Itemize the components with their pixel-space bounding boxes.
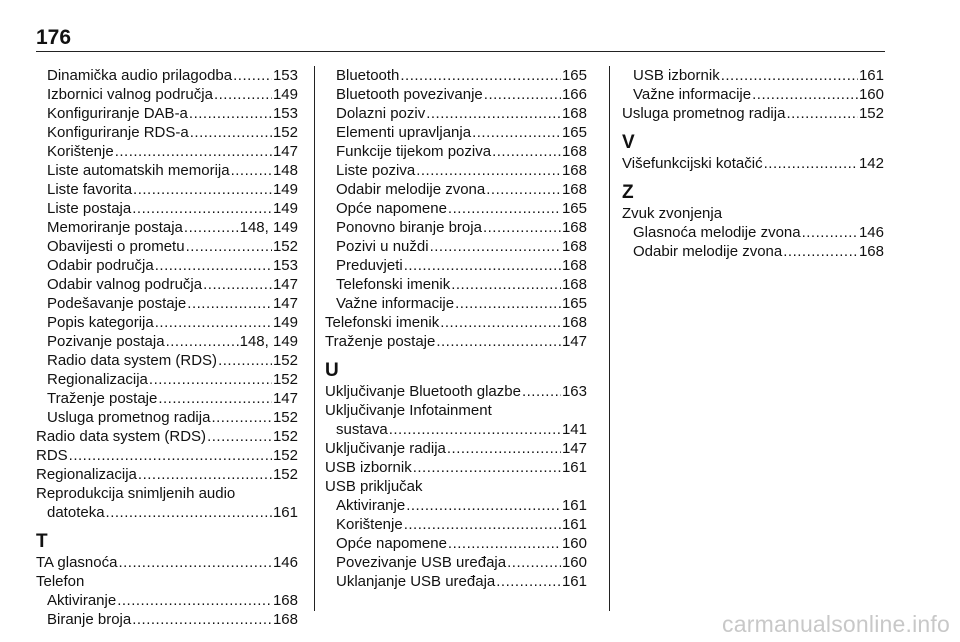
index-subentry (36, 332, 298, 351)
entry-page-ref: 161 (272, 504, 298, 521)
entry-term: Preduvjeti (336, 257, 403, 274)
dot-leader (721, 66, 858, 85)
dot-leader (203, 275, 272, 294)
index-entry (36, 427, 298, 446)
dot-leader (106, 503, 272, 522)
dot-leader (233, 66, 272, 85)
index-subentry (325, 496, 587, 515)
dot-leader (389, 420, 561, 439)
index-subentry (325, 534, 587, 553)
dot-leader (132, 610, 272, 629)
entry-term: Uključivanje radija (325, 440, 446, 457)
entry-page-ref: 152 (272, 238, 298, 255)
dot-leader (413, 458, 561, 477)
entry-term: Telefonski imenik (336, 276, 451, 293)
index-subentry (36, 218, 298, 237)
entry-term: Liste poziva (336, 162, 416, 179)
entry-term: Pozivanje postaja (47, 333, 165, 350)
dot-leader (158, 389, 272, 408)
dot-leader (149, 370, 272, 389)
dot-leader (448, 199, 561, 218)
entry-page-ref: 153 (272, 105, 298, 122)
index-subentry (622, 242, 884, 261)
index-subentry (36, 294, 298, 313)
entry-term: Obavijesti o prometu (47, 238, 185, 255)
index-subentry (36, 256, 298, 275)
index-subentry (622, 85, 884, 104)
index-subentry (325, 142, 587, 161)
dot-leader (507, 553, 561, 572)
entry-term: Važne informacije (336, 295, 455, 312)
dot-leader (155, 313, 272, 332)
entry-page-ref: 168 (561, 105, 587, 122)
entry-page-ref: 152 (272, 466, 298, 483)
dot-leader (155, 256, 272, 275)
entry-term: Usluga prometnog radija (622, 105, 786, 122)
index-group-heading: Uključivanje Infotainment (325, 402, 492, 419)
index-subentry (325, 256, 587, 275)
index-entry (622, 154, 884, 173)
dot-leader (522, 382, 561, 401)
index-subentry (325, 420, 587, 439)
entry-term: Konfiguriranje RDS-a (47, 124, 189, 141)
entry-term: Odabir područja (47, 257, 154, 274)
dot-leader (207, 427, 272, 446)
index-subentry (36, 370, 298, 389)
entry-term: Podešavanje postaje (47, 295, 187, 312)
dot-leader (492, 142, 561, 161)
dot-leader (166, 332, 239, 351)
index-subentry (36, 199, 298, 218)
entry-page-ref: 163 (561, 383, 587, 400)
dot-leader (483, 218, 561, 237)
dot-leader (484, 85, 561, 104)
entry-page-ref: 168 (561, 276, 587, 293)
entry-term: Bluetooth (336, 67, 400, 84)
entry-term: Liste favorita (47, 181, 133, 198)
index-subentry (325, 161, 587, 180)
index-entry (36, 446, 298, 465)
dot-leader (404, 256, 561, 275)
watermark: carmanualsonline.info (722, 611, 950, 637)
entry-page-ref: 161 (858, 67, 884, 84)
entry-page-ref: 149 (272, 86, 298, 103)
entry-page-ref: 168 (561, 314, 587, 331)
index-subentry (325, 237, 587, 256)
entry-page-ref: 160 (561, 535, 587, 552)
entry-term: Usluga prometnog radija (47, 409, 211, 426)
index-subentry (622, 223, 884, 242)
dot-leader (783, 242, 858, 261)
entry-term: Popis kategorija (47, 314, 154, 331)
entry-page-ref: 146 (858, 224, 884, 241)
entry-term: Elementi upravljanja (336, 124, 472, 141)
entry-page-ref: 168 (561, 181, 587, 198)
entry-page-ref: 168 (561, 143, 587, 160)
entry-term: Dinamička audio prilagodba (47, 67, 233, 84)
entry-page-ref: 153 (272, 257, 298, 274)
entry-term: Biranje broja (47, 611, 132, 628)
dot-leader (69, 446, 272, 465)
index-subentry (325, 199, 587, 218)
index-entry (325, 458, 587, 477)
entry-page-ref: 147 (272, 295, 298, 312)
entry-page-ref: 165 (561, 200, 587, 217)
entry-term: Odabir valnog područja (47, 276, 203, 293)
entry-term: Opće napomene (336, 535, 447, 552)
entry-page-ref: 142 (858, 155, 884, 172)
index-subentry (325, 85, 587, 104)
index-column-1 (36, 66, 298, 629)
dot-leader (187, 294, 272, 313)
entry-term: Radio data system (RDS) (47, 352, 218, 369)
entry-page-ref: 152 (272, 409, 298, 426)
index-subentry (36, 85, 298, 104)
dot-leader (786, 104, 858, 123)
entry-page-ref: 165 (561, 124, 587, 141)
index-subentry (325, 66, 587, 85)
entry-page-ref: 168 (561, 219, 587, 236)
entry-page-ref: 168 (561, 238, 587, 255)
entry-page-ref: 160 (561, 554, 587, 571)
entry-term: Korištenje (47, 143, 114, 160)
entry-page-ref: 165 (561, 295, 587, 312)
index-subentry (325, 123, 587, 142)
dot-leader (133, 180, 272, 199)
index-subentry (325, 553, 587, 572)
entry-term: Memoriranje postaja (47, 219, 183, 236)
dot-leader (117, 591, 272, 610)
index-subentry (36, 142, 298, 161)
index-column-2 (325, 66, 587, 591)
entry-term: Bluetooth povezivanje (336, 86, 483, 103)
index-subentry (325, 180, 587, 199)
dot-leader (118, 553, 272, 572)
entry-term: Opće napomene (336, 200, 447, 217)
dot-leader (400, 66, 561, 85)
dot-leader (211, 408, 272, 427)
index-subentry (36, 610, 298, 629)
index-subentry (325, 515, 587, 534)
dot-leader (451, 275, 561, 294)
dot-leader (440, 313, 561, 332)
entry-term: Uključivanje Bluetooth glazbe (325, 383, 521, 400)
dot-leader (455, 294, 561, 313)
index-subentry (622, 66, 884, 85)
entry-term: Radio data system (RDS) (36, 428, 207, 445)
dot-leader (436, 332, 561, 351)
index-entry (325, 439, 587, 458)
dot-leader (186, 237, 272, 256)
index-subentry (36, 313, 298, 332)
index-subentry (36, 180, 298, 199)
index-group-heading: Zvuk zvonjenja (622, 205, 723, 222)
entry-page-ref: 161 (561, 459, 587, 476)
entry-page-ref: 152 (858, 105, 884, 122)
entry-term: USB izbornik (325, 459, 412, 476)
dot-leader (231, 161, 272, 180)
dot-leader (138, 465, 272, 484)
index-subentry (325, 218, 587, 237)
index-subentry (36, 104, 298, 123)
entry-term: sustava (336, 421, 388, 438)
dot-leader (406, 496, 561, 515)
index-subentry (36, 503, 298, 522)
index-entry (325, 382, 587, 401)
index-letter-heading: U (325, 360, 339, 381)
index-letter-heading: T (36, 531, 48, 552)
entry-page-ref: 147 (272, 143, 298, 160)
index-subentry (36, 275, 298, 294)
entry-page-ref: 168 (561, 162, 587, 179)
entry-page-ref: 152 (272, 124, 298, 141)
entry-page-ref: 168 (561, 257, 587, 274)
dot-leader (214, 85, 272, 104)
entry-term: Izbornici valnog područja (47, 86, 213, 103)
entry-page-ref: 148, 149 (239, 219, 298, 236)
entry-term: datoteka (47, 504, 105, 521)
index-subentry (36, 351, 298, 370)
dot-leader (416, 161, 561, 180)
dot-leader (802, 223, 858, 242)
entry-term: Važne informacije (633, 86, 752, 103)
dot-leader (426, 104, 561, 123)
entry-term: Traženje postaje (47, 390, 158, 407)
dot-leader (430, 237, 561, 256)
dot-leader (132, 199, 272, 218)
dot-leader (447, 439, 561, 458)
entry-term: USB izbornik (633, 67, 720, 84)
entry-page-ref: 149 (272, 181, 298, 198)
entry-term: RDS (36, 447, 68, 464)
index-letter-heading: Z (622, 182, 634, 203)
entry-term: Pozivi u nuždi (336, 238, 429, 255)
index-group-heading: USB priključak (325, 478, 423, 495)
entry-term: Regionalizacija (47, 371, 148, 388)
entry-term: Korištenje (336, 516, 403, 533)
index-entry (325, 313, 587, 332)
dot-leader (764, 154, 858, 173)
index-subentry (325, 294, 587, 313)
entry-page-ref: 149 (272, 200, 298, 217)
entry-term: Traženje postaje (325, 333, 436, 350)
entry-term: TA glasnoća (36, 554, 118, 571)
page-number: 176 (36, 26, 72, 49)
entry-term: Liste postaja (47, 200, 132, 217)
dot-leader (752, 85, 858, 104)
entry-term: Glasnoća melodije zvona (633, 224, 801, 241)
entry-page-ref: 165 (561, 67, 587, 84)
entry-page-ref: 147 (272, 276, 298, 293)
entry-page-ref: 168 (272, 592, 298, 609)
dot-leader (486, 180, 561, 199)
entry-page-ref: 168 (272, 611, 298, 628)
dot-leader (448, 534, 561, 553)
entry-term: Dolazni poziv (336, 105, 426, 122)
dot-leader (218, 351, 272, 370)
entry-page-ref: 161 (561, 573, 587, 590)
entry-page-ref: 153 (272, 67, 298, 84)
entry-page-ref: 161 (561, 497, 587, 514)
entry-page-ref: 147 (272, 390, 298, 407)
index-group-heading: Telefon (36, 573, 85, 590)
index-entry (36, 465, 298, 484)
entry-page-ref: 152 (272, 428, 298, 445)
index-letter-heading: V (622, 132, 635, 153)
entry-page-ref: 148, 149 (239, 333, 298, 350)
dot-leader (189, 104, 272, 123)
index-subentry (36, 66, 298, 85)
dot-leader (184, 218, 239, 237)
index-subentry (325, 572, 587, 591)
entry-page-ref: 152 (272, 447, 298, 464)
entry-page-ref: 168 (858, 243, 884, 260)
index-entry (622, 104, 884, 123)
entry-term: Regionalizacija (36, 466, 137, 483)
entry-term: Telefonski imenik (325, 314, 440, 331)
column-divider (314, 66, 315, 611)
entry-term: Aktiviranje (336, 497, 406, 514)
dot-leader (115, 142, 272, 161)
entry-page-ref: 152 (272, 371, 298, 388)
index-group-heading: Reprodukcija snimljenih audio (36, 485, 236, 502)
index-column-3 (622, 66, 884, 261)
entry-term: Uklanjanje USB uređaja (336, 573, 496, 590)
entry-term: Liste automatskih memorija (47, 162, 230, 179)
entry-term: Konfiguriranje DAB-a (47, 105, 188, 122)
index-subentry (36, 591, 298, 610)
dot-leader (404, 515, 561, 534)
entry-term: Funkcije tijekom poziva (336, 143, 492, 160)
entry-term: Aktiviranje (47, 592, 117, 609)
entry-term: Odabir melodije zvona (336, 181, 486, 198)
entry-page-ref: 146 (272, 554, 298, 571)
index-subentry (325, 275, 587, 294)
entry-term: Višefunkcijski kotačić (622, 155, 763, 172)
entry-page-ref: 161 (561, 516, 587, 533)
entry-page-ref: 152 (272, 352, 298, 369)
index-subentry (36, 123, 298, 142)
index-subentry (36, 161, 298, 180)
entry-page-ref: 149 (272, 314, 298, 331)
entry-page-ref: 160 (858, 86, 884, 103)
dot-leader (496, 572, 561, 591)
entry-page-ref: 141 (561, 421, 587, 438)
index-entry (36, 553, 298, 572)
index-subentry (36, 389, 298, 408)
column-divider (609, 66, 610, 611)
entry-page-ref: 147 (561, 440, 587, 457)
entry-page-ref: 147 (561, 333, 587, 350)
dot-leader (190, 123, 272, 142)
entry-term: Ponovno biranje broja (336, 219, 482, 236)
dot-leader (472, 123, 561, 142)
entry-term: Odabir melodije zvona (633, 243, 783, 260)
header-rule (36, 51, 885, 52)
index-subentry (36, 237, 298, 256)
entry-page-ref: 166 (561, 86, 587, 103)
index-entry (325, 332, 587, 351)
index-subentry (36, 408, 298, 427)
entry-page-ref: 148 (272, 162, 298, 179)
index-subentry (325, 104, 587, 123)
entry-term: Povezivanje USB uređaja (336, 554, 507, 571)
